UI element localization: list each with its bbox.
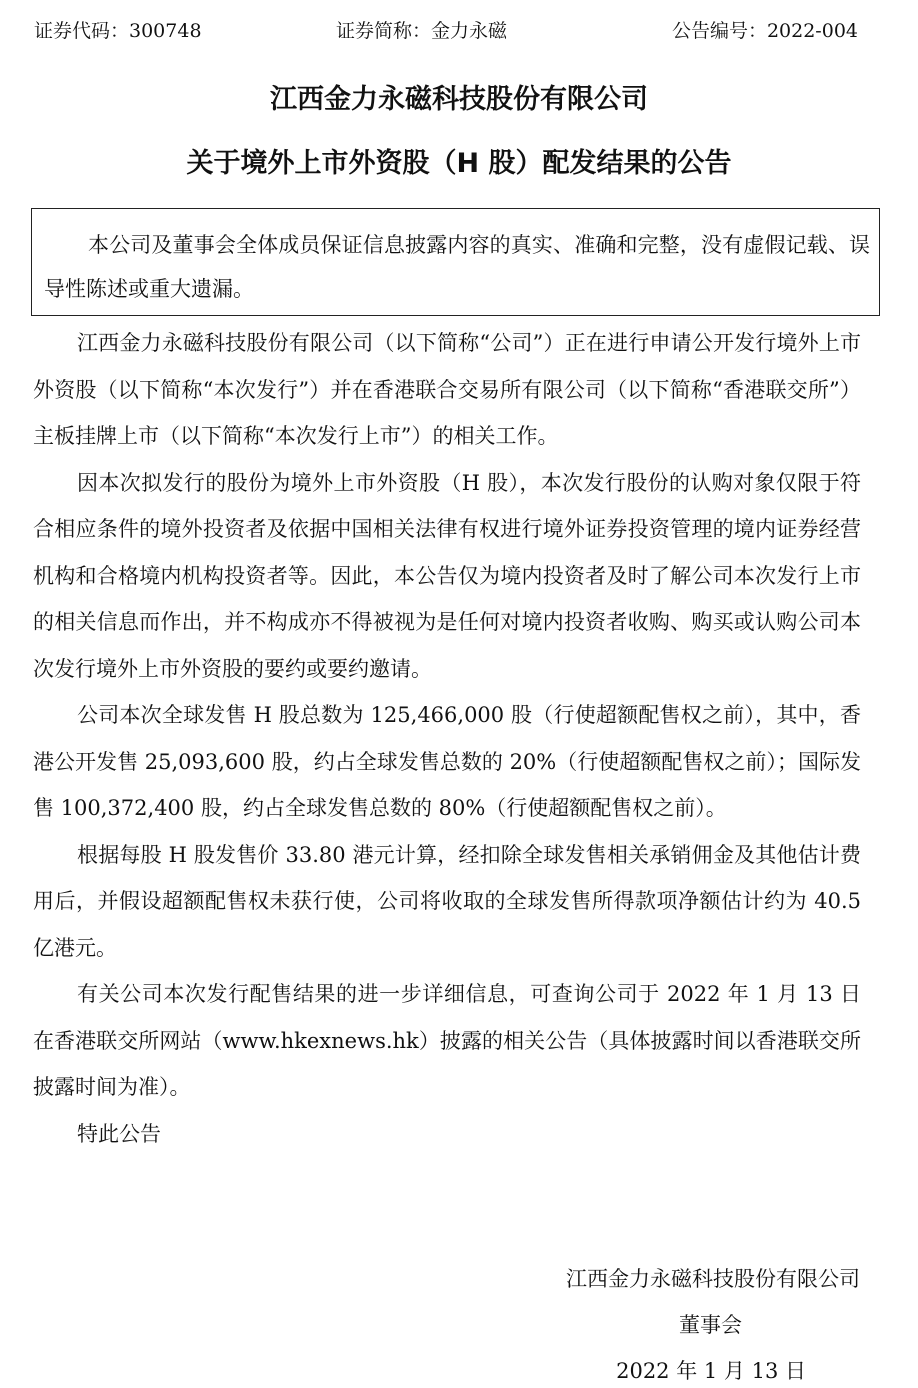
announcement-body xyxy=(33,320,861,1157)
paragraph-closing: 特此公告 xyxy=(77,1121,161,1146)
paragraph-offering-shares: 公司本次全球发售 H 股总数为 125,466,000 股（行使超额配售权之前），其中，香港公开发售 25,093,600 股，约占全球发售总数的 20%（行使超额配售权之前）；国际发售 100,372,400 股，约占全球发售总数的 80%（行使超额配售权之前）。 xyxy=(33,703,861,820)
disclosure-statement: 本公司及董事会全体成员保证信息披露内容的真实、准确和完整，没有虚假记载、误导性陈述或重大遗漏。 xyxy=(44,233,870,301)
announcement-title: 关于境外上市外资股（H 股）配发结果的公告 xyxy=(186,148,732,179)
paragraph-proceeds: 根据每股 H 股发售价 33.80 港元计算，经扣除全球发售相关承销佣金及其他估计费用后，并假设超额配售权未获行使，公司将收取的全球发售所得款项净额估计约为 40.5 亿港元。 xyxy=(33,842,861,960)
signature-date: 2022 年 1 月 13 日 xyxy=(616,1359,806,1383)
paragraph-investor-scope: 因本次拟发行的股份为境外上市外资股（H 股），本次发行股份的认购对象仅限于符合相应条件的境外投资者及依据中国相关法律有权进行境外证券投资管理的境内证券经营机构和合格境内机构投资者等。因此，本公告仅为境内投资者及时了解公司本次发行上市的相关信息而作出，并不构成亦不得被视为是任何对境内投资者收购、购买或认购公司本次发行境外上市外资股的要约或要约邀请。 xyxy=(33,470,861,681)
paragraph-further-info: 有关公司本次发行配售结果的进一步详细信息，可查询公司于 2022 年 1 月 13 日在香港联交所网站（www.hkexnews.hk）披露的相关公告（具体披露时间以香港联交所披露时间为准）。 xyxy=(33,982,861,1099)
security-abbreviation: 证券简称：金力永磁 xyxy=(336,20,508,42)
document-header xyxy=(0,16,918,46)
announcement-number: 公告编号：2022-004 xyxy=(671,20,858,42)
signature-board: 董事会 xyxy=(679,1313,742,1337)
company-title: 江西金力永磁科技股份有限公司 xyxy=(270,84,648,115)
disclosure-statement-box xyxy=(31,208,880,316)
security-code: 证券代码：300748 xyxy=(34,20,202,42)
signature-company: 江西金力永磁科技股份有限公司 xyxy=(566,1267,860,1291)
paragraph-background: 江西金力永磁科技股份有限公司（以下简称“公司”）正在进行申请公开发行境外上市外资股（以下简称“本次发行”）并在香港联合交易所有限公司（以下简称“香港联交所”）主板挂牌上市（以下简称“本次发行上市”）的相关工作。 xyxy=(33,331,861,448)
